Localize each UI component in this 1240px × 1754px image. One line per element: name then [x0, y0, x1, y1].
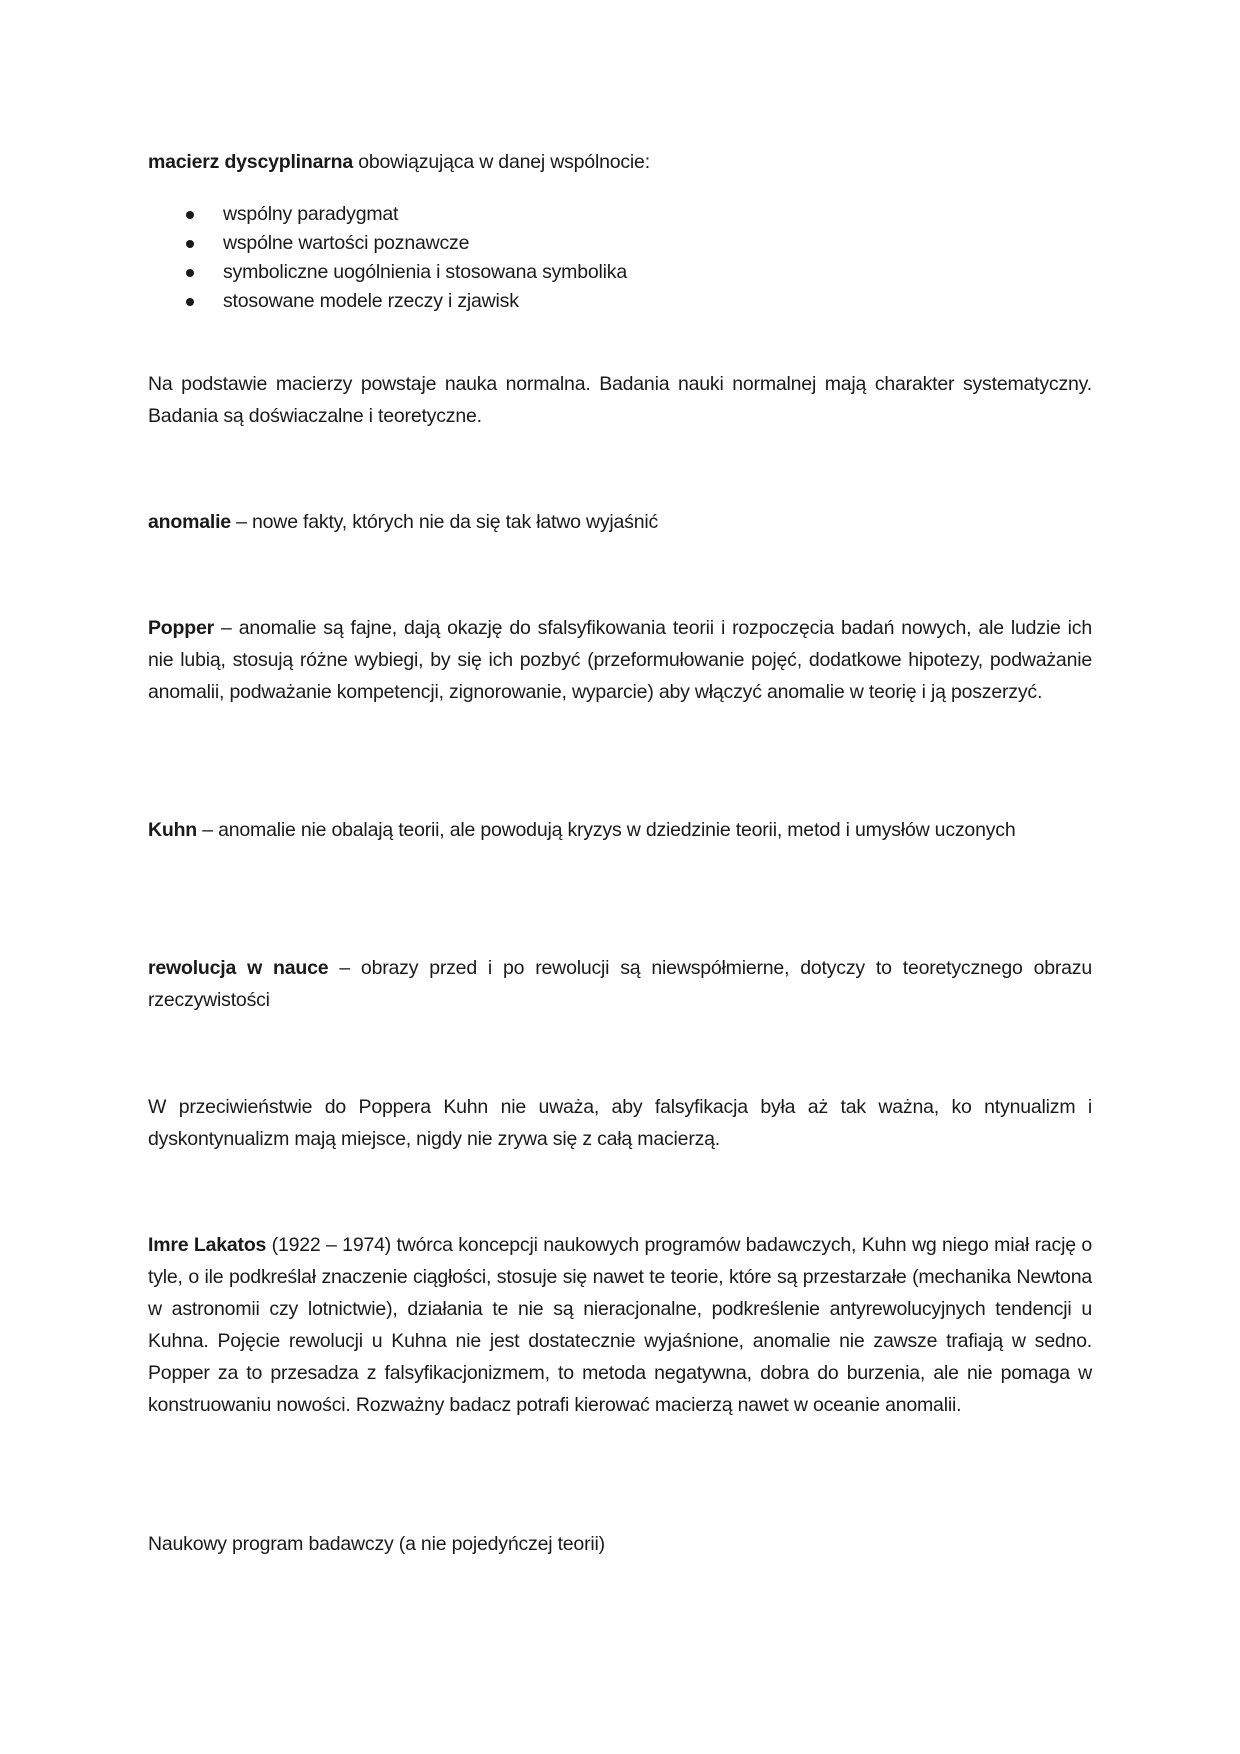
list-item-text: stosowane modele rzeczy i zjawisk	[223, 290, 519, 312]
list-item-text: wspólne wartości poznawcze	[223, 232, 470, 254]
intro-text: obowiązująca w danej wspólnocie:	[353, 151, 650, 173]
lakatos-text: (1922 – 1974) twórca koncepcji naukowych programów badawczych, Kuhn wg niego miał rację o tyle, o ile podkreślał znaczenie ciągłości, stosuje się nawet te teorie, które są przestarzałe (mechanika Newtona w astronomii czy lotnictwie), działania te nie są nieracjonalne, podkreślenie antyrewolucyjnych tendencji u Kuhna. Pojęcie rewolucji u Kuhna nie jest dostatecznie wyjaśnione, anomalie nie zawsze trafiają w sedno. Popper za to przesadza z falsyfikacjonizmem, to metoda negatywna, dobra do burzenia, ale nie pomaga w konstruowaniu nowości. Rozważny badacz potrafi kierować macierzą nawet w oceanie anomalii.	[148, 1234, 1092, 1416]
paragraph-lakatos	[148, 1229, 1092, 1421]
paragraph-revolution	[148, 952, 1092, 1016]
anomalies-text: – nowe fakty, których nie da się tak łatwo wyjaśnić	[230, 511, 659, 533]
term-popper: Popper	[148, 617, 214, 639]
term-anomalies: anomalie	[148, 511, 231, 533]
list-item-text: wspólny paradygmat	[223, 203, 399, 225]
list-item	[148, 200, 627, 229]
bullet-icon	[186, 211, 194, 219]
term-disciplinary-matrix: macierz dyscyplinarna	[148, 151, 353, 173]
list-item-text: symboliczne uogólnienia i stosowana symbolika	[223, 261, 627, 283]
paragraph-normal-science: Na podstawie macierzy powstaje nauka normalna. Badania nauki normalnej mają charakter systematyczny. Badania są doświaczalne i teoretyczne.	[148, 373, 1092, 427]
bullet-list	[148, 200, 627, 316]
revolution-text: – obrazy przed i po rewolucji są niewspółmierne, dotyczy to teoretycznego obrazu rzeczywistości	[148, 957, 1092, 1011]
list-item	[148, 287, 627, 316]
list-item	[148, 229, 627, 258]
paragraph-anomalies	[148, 506, 1092, 538]
bullet-icon	[186, 240, 194, 248]
popper-text: – anomalie są fajne, dają okazję do sfalsyfikowania teorii i rozpoczęcia badań nowych, ale ludzie ich nie lubią, stosują różne wybiegi, by się ich pozbyć (przeformułowanie pojęć, dodatkowe hipotezy, podważanie anomalii, podważanie kompetencji, zignorowanie, wyparcie) aby włączyć anomalie w teorię i ją poszerzyć.	[148, 617, 1092, 703]
paragraph-contrast: W przeciwieństwie do Poppera Kuhn nie uważa, aby falsyfikacja była aż tak ważna, ko ntynualizm i dyskontynualizm mają miejsce, nigdy nie zrywa się z całą macierzą.	[148, 1096, 1092, 1150]
list-item	[148, 258, 627, 287]
term-kuhn: Kuhn	[148, 819, 198, 841]
bullet-icon	[186, 298, 194, 306]
term-lakatos: Imre Lakatos	[148, 1234, 267, 1256]
paragraph-kuhn	[148, 814, 1092, 846]
term-revolution: rewolucja w nauce	[148, 957, 329, 979]
intro-line	[148, 146, 1092, 178]
paragraph-research-program: Naukowy program badawczy (a nie pojedyńczej teorii)	[148, 1533, 605, 1555]
bullet-icon	[186, 269, 194, 277]
kuhn-text: – anomalie nie obalają teorii, ale powodują kryzys w dziedzinie teorii, metod i umysłów uczonych	[197, 819, 1016, 841]
paragraph-popper	[148, 612, 1092, 708]
